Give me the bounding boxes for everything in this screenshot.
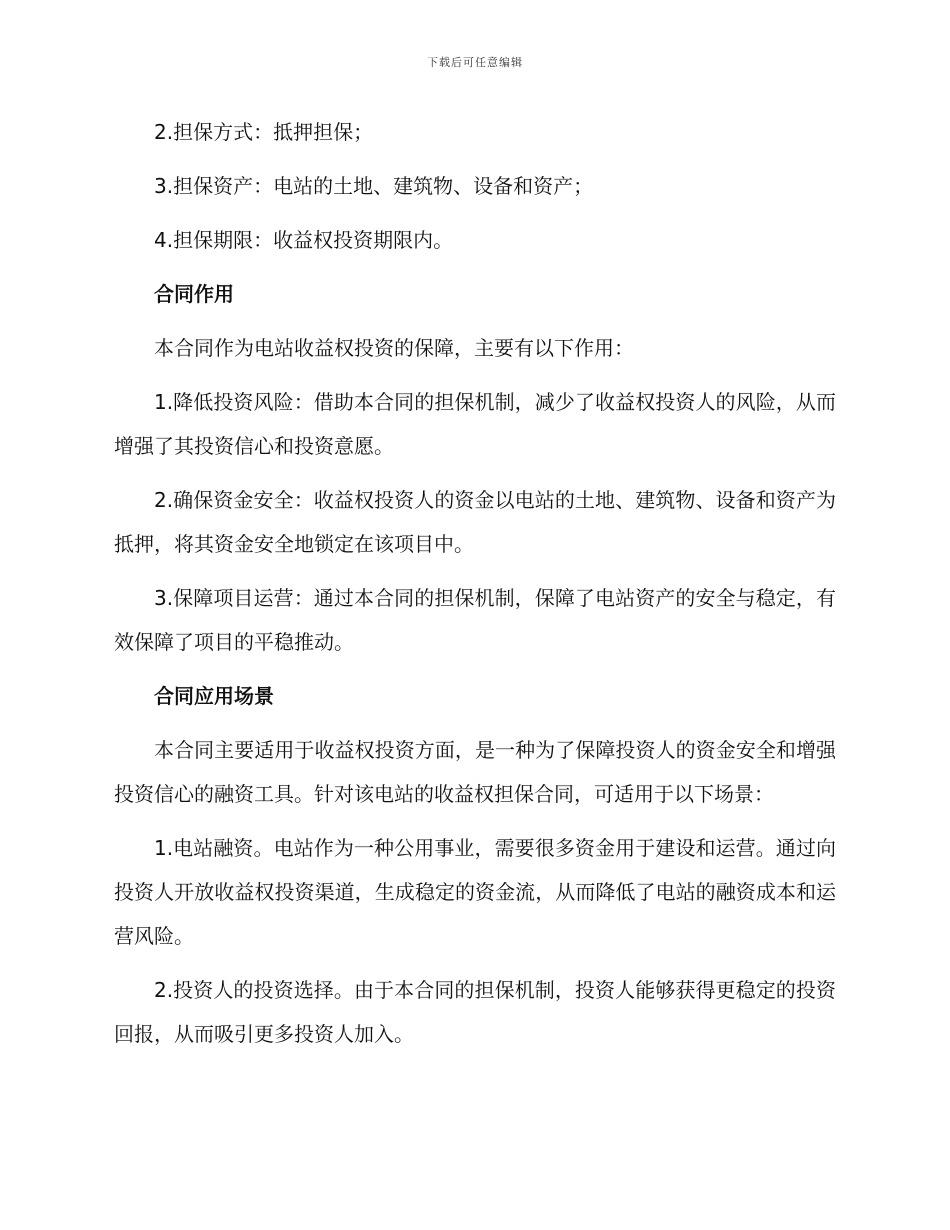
page-header: 下载后可任意编辑 <box>427 56 523 69</box>
heading-application-scenarios: 合同应用场景 <box>154 684 274 708</box>
function-1: 1.降低投资风险：借助本合同的担保机制，减少了收益权投资人的风险，从而增强了其投资信心和投资意愿。 <box>114 390 836 458</box>
guarantee-assets: 3.担保资产：电站的土地、建筑物、设备和资产； <box>154 174 594 198</box>
document-body <box>114 110 836 1066</box>
guarantee-method: 2.担保方式：抵押担保； <box>154 120 374 144</box>
function-2: 2.确保资金安全：收益权投资人的资金以电站的土地、建筑物、设备和资产为抵押，将其资金安全地锁定在该项目中。 <box>114 488 836 556</box>
guarantee-period: 4.担保期限：收益权投资期限内。 <box>154 228 454 252</box>
function-intro: 本合同作为电站收益权投资的保障，主要有以下作用： <box>154 336 634 360</box>
scenario-2: 2.投资人的投资选择。由于本合同的担保机制，投资人能够获得更稳定的投资回报，从而吸引更多投资人加入。 <box>114 978 836 1046</box>
scenario-1: 1.电站融资。电站作为一种公用事业，需要很多资金用于建设和运营。通过向投资人开放收益权投资渠道，生成稳定的资金流，从而降低了电站的融资成本和运营风险。 <box>114 836 836 948</box>
scenario-intro: 本合同主要适用于收益权投资方面，是一种为了保障投资人的资金安全和增强投资信心的融资工具。针对该电站的收益权担保合同，可适用于以下场景： <box>114 738 836 806</box>
heading-contract-function: 合同作用 <box>154 282 234 306</box>
function-3: 3.保障项目运营：通过本合同的担保机制，保障了电站资产的安全与稳定，有效保障了项目的平稳推动。 <box>114 586 836 654</box>
